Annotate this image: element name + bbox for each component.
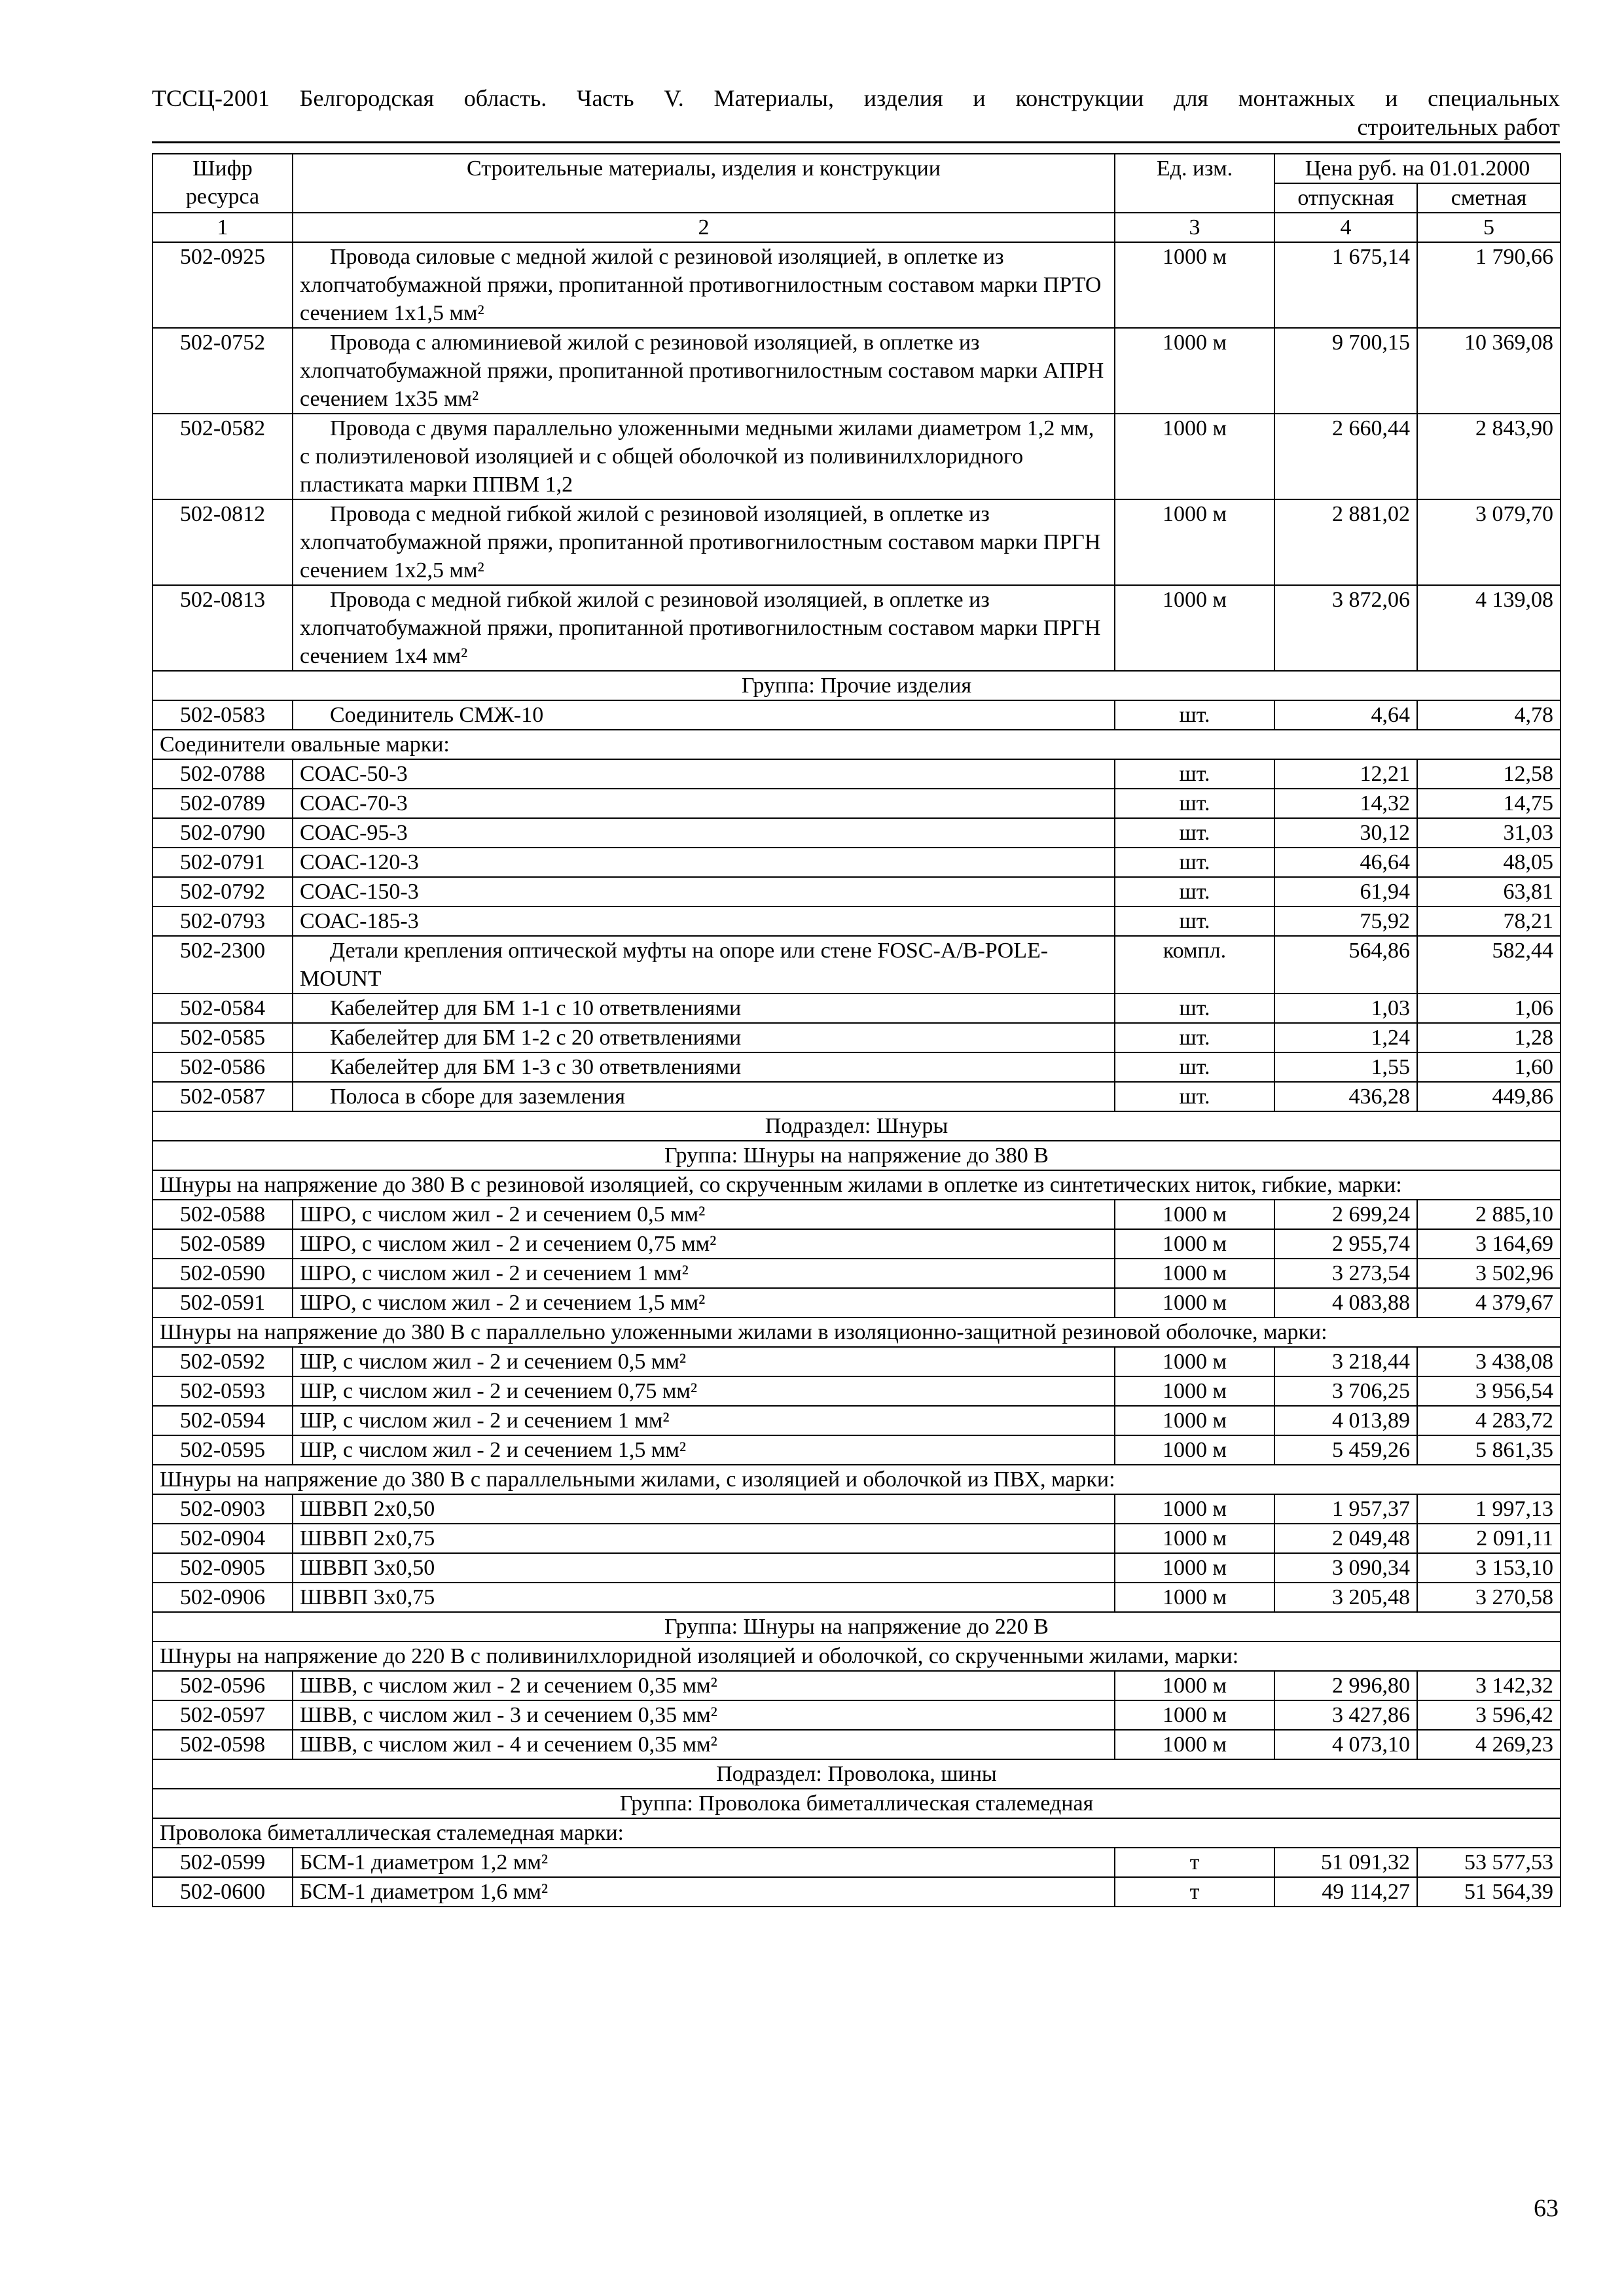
subheading-text: Шнуры на напряжение до 380 В с параллельными жилами, с изоляцией и оболочкой из ПВХ, марки: <box>153 1465 1561 1494</box>
material-description: ШРО, с числом жил - 2 и сечением 0,75 мм² <box>293 1229 1115 1259</box>
resource-code: 502-0595 <box>153 1435 293 1465</box>
release-price: 4 013,89 <box>1274 1406 1417 1435</box>
unit-of-measure: 1000 м <box>1115 585 1274 671</box>
unit-of-measure: 1000 м <box>1115 499 1274 585</box>
release-price: 3 273,54 <box>1274 1259 1417 1288</box>
unit-of-measure: шт. <box>1115 789 1274 818</box>
unit-of-measure: 1000 м <box>1115 328 1274 414</box>
table-row <box>153 906 1561 936</box>
release-price: 2 660,44 <box>1274 414 1417 499</box>
estimate-price: 3 153,10 <box>1417 1553 1561 1583</box>
release-price: 49 114,27 <box>1274 1877 1417 1907</box>
material-description: Провода с медной гибкой жилой с резиновой изоляцией, в оплетке из хлопчатобумажной пряжи, пропитанной противогнилостным составом марки ПРГН сечением 1х4 мм² <box>293 585 1115 671</box>
material-description: ШВВП 2х0,50 <box>293 1494 1115 1524</box>
estimate-price: 3 956,54 <box>1417 1376 1561 1406</box>
unit-of-measure: шт. <box>1115 818 1274 848</box>
release-price: 3 090,34 <box>1274 1553 1417 1583</box>
resource-code: 502-0788 <box>153 759 293 789</box>
estimate-price: 5 861,35 <box>1417 1435 1561 1465</box>
table-row <box>153 1082 1561 1111</box>
unit-of-measure: 1000 м <box>1115 242 1274 328</box>
estimate-price: 4 269,23 <box>1417 1730 1561 1759</box>
release-price: 4 073,10 <box>1274 1730 1417 1759</box>
material-description: Кабелейтер для БМ 1-3 с 30 ответвлениями <box>293 1052 1115 1082</box>
release-price: 1,03 <box>1274 994 1417 1023</box>
table-row <box>153 499 1561 585</box>
unit-of-measure: 1000 м <box>1115 1671 1274 1700</box>
table-row <box>153 1553 1561 1583</box>
table-row <box>153 1229 1561 1259</box>
table-row <box>153 1406 1561 1435</box>
estimate-price: 14,75 <box>1417 789 1561 818</box>
resource-code: 502-0586 <box>153 1052 293 1082</box>
subheading-text: Шнуры на напряжение до 380 В с параллельно уложенными жилами в изоляционно-защитной резиновой оболочке, марки: <box>153 1318 1561 1347</box>
table-row <box>153 818 1561 848</box>
estimate-price: 31,03 <box>1417 818 1561 848</box>
subheading-text: Соединители овальные марки: <box>153 730 1561 759</box>
unit-of-measure: 1000 м <box>1115 1553 1274 1583</box>
unit-of-measure: 1000 м <box>1115 1494 1274 1524</box>
table-row <box>153 1494 1561 1524</box>
estimate-price: 3 270,58 <box>1417 1583 1561 1612</box>
header-price: Цена руб. на 01.01.2000 <box>1274 154 1561 183</box>
page-number: 63 <box>1534 2195 1559 2222</box>
header-unit: Ед. изм. <box>1115 154 1274 213</box>
table-row <box>153 242 1561 328</box>
group-heading: Группа: Прочие изделия <box>153 671 1561 700</box>
resource-code: 502-0791 <box>153 848 293 877</box>
group-heading-row <box>153 671 1561 700</box>
resource-code: 502-0587 <box>153 1082 293 1111</box>
resource-code: 502-0583 <box>153 700 293 730</box>
estimate-price: 10 369,08 <box>1417 328 1561 414</box>
release-price: 9 700,15 <box>1274 328 1417 414</box>
group-heading-row <box>153 1141 1561 1170</box>
unit-of-measure: 1000 м <box>1115 1730 1274 1759</box>
release-price: 1,55 <box>1274 1052 1417 1082</box>
material-description: СОАС-150-3 <box>293 877 1115 906</box>
unit-of-measure: 1000 м <box>1115 414 1274 499</box>
estimate-price: 4 139,08 <box>1417 585 1561 671</box>
table-head <box>153 154 1561 242</box>
material-description: ШРО, с числом жил - 2 и сечением 0,5 мм² <box>293 1200 1115 1229</box>
table-row <box>153 1877 1561 1907</box>
unit-of-measure: шт. <box>1115 877 1274 906</box>
material-description: ШР, с числом жил - 2 и сечением 0,75 мм² <box>293 1376 1115 1406</box>
subheading-text: Проволока биметаллическая сталемедная марки: <box>153 1818 1561 1848</box>
resource-code: 502-0793 <box>153 906 293 936</box>
resource-code: 502-0596 <box>153 1671 293 1700</box>
estimate-price: 2 885,10 <box>1417 1200 1561 1229</box>
group-heading: Группа: Проволока биметаллическая сталемедная <box>153 1789 1561 1818</box>
material-description: СОАС-95-3 <box>293 818 1115 848</box>
estimate-price: 3 142,32 <box>1417 1671 1561 1700</box>
column-number: 3 <box>1115 213 1274 242</box>
subheading-row <box>153 1641 1561 1671</box>
subheading-row <box>153 1170 1561 1200</box>
material-description: ШВВП 2х0,75 <box>293 1524 1115 1553</box>
unit-of-measure: компл. <box>1115 936 1274 994</box>
release-price: 2 699,24 <box>1274 1200 1417 1229</box>
release-price: 1 957,37 <box>1274 1494 1417 1524</box>
material-description: ШВВП 3х0,75 <box>293 1583 1115 1612</box>
material-description: ШВВ, с числом жил - 4 и сечением 0,35 мм² <box>293 1730 1115 1759</box>
unit-of-measure: шт. <box>1115 1082 1274 1111</box>
release-price: 30,12 <box>1274 818 1417 848</box>
subheading-row <box>153 1318 1561 1347</box>
unit-of-measure: 1000 м <box>1115 1200 1274 1229</box>
resource-code: 502-0584 <box>153 994 293 1023</box>
estimate-price: 2 091,11 <box>1417 1524 1561 1553</box>
release-price: 12,21 <box>1274 759 1417 789</box>
group-heading-row <box>153 1789 1561 1818</box>
estimate-price: 582,44 <box>1417 936 1561 994</box>
estimate-price: 63,81 <box>1417 877 1561 906</box>
table-row <box>153 848 1561 877</box>
unit-of-measure: т <box>1115 1877 1274 1907</box>
resource-code: 502-0906 <box>153 1583 293 1612</box>
release-price: 3 218,44 <box>1274 1347 1417 1376</box>
release-price: 51 091,32 <box>1274 1848 1417 1877</box>
unit-of-measure: шт. <box>1115 759 1274 789</box>
release-price: 1 675,14 <box>1274 242 1417 328</box>
release-price: 14,32 <box>1274 789 1417 818</box>
resource-code: 502-0593 <box>153 1376 293 1406</box>
group-heading: Группа: Шнуры на напряжение до 220 В <box>153 1612 1561 1641</box>
estimate-price: 53 577,53 <box>1417 1848 1561 1877</box>
resource-code: 502-0599 <box>153 1848 293 1877</box>
material-description: Провода с двумя параллельно уложенными медными жилами диаметром 1,2 мм, с полиэтиленовой изоляцией и с общей оболочкой из поливинилхлоридного пластиката марки ППВМ 1,2 <box>293 414 1115 499</box>
release-price: 2 049,48 <box>1274 1524 1417 1553</box>
release-price: 2 955,74 <box>1274 1229 1417 1259</box>
estimate-price: 3 164,69 <box>1417 1229 1561 1259</box>
table-row <box>153 936 1561 994</box>
estimate-price: 1,06 <box>1417 994 1561 1023</box>
column-number: 5 <box>1417 213 1561 242</box>
release-price: 564,86 <box>1274 936 1417 994</box>
header-release-price: отпускная <box>1274 183 1417 213</box>
table-row <box>153 1524 1561 1553</box>
unit-of-measure: 1000 м <box>1115 1376 1274 1406</box>
unit-of-measure: 1000 м <box>1115 1406 1274 1435</box>
table-row <box>153 1435 1561 1465</box>
estimate-price: 3 502,96 <box>1417 1259 1561 1288</box>
running-header <box>152 84 1560 143</box>
material-description: Провода силовые с медной жилой с резиновой изоляцией, в оплетке из хлопчатобумажной пряжи, пропитанной противогнилостным составом марки ПРТО сечением 1х1,5 мм² <box>293 242 1115 328</box>
resource-code: 502-0904 <box>153 1524 293 1553</box>
unit-of-measure: 1000 м <box>1115 1288 1274 1318</box>
unit-of-measure: т <box>1115 1848 1274 1877</box>
material-description: Провода с медной гибкой жилой с резиновой изоляцией, в оплетке из хлопчатобумажной пряжи, пропитанной противогнилостным составом марки ПРГН сечением 1х2,5 мм² <box>293 499 1115 585</box>
resource-code: 502-0792 <box>153 877 293 906</box>
header-materials: Строительные материалы, изделия и конструкции <box>293 154 1115 213</box>
resource-code: 502-0582 <box>153 414 293 499</box>
unit-of-measure: 1000 м <box>1115 1347 1274 1376</box>
resource-code: 502-0598 <box>153 1730 293 1759</box>
unit-of-measure: 1000 м <box>1115 1583 1274 1612</box>
resource-code: 502-2300 <box>153 936 293 994</box>
estimate-price: 1,60 <box>1417 1052 1561 1082</box>
table-row <box>153 585 1561 671</box>
price-table <box>152 153 1561 1907</box>
material-description: Соединитель СМЖ-10 <box>293 700 1115 730</box>
resource-code: 502-0790 <box>153 818 293 848</box>
release-price: 5 459,26 <box>1274 1435 1417 1465</box>
table-row <box>153 1376 1561 1406</box>
unit-of-measure: 1000 м <box>1115 1700 1274 1730</box>
resource-code: 502-0789 <box>153 789 293 818</box>
material-description: ШВВ, с числом жил - 2 и сечением 0,35 мм² <box>293 1671 1115 1700</box>
resource-code: 502-0594 <box>153 1406 293 1435</box>
subheading-text: Шнуры на напряжение до 380 В с резиновой изоляцией, со скрученным жилами в оплетке из синтетических ниток, гибкие, марки: <box>153 1170 1561 1200</box>
resource-code: 502-0592 <box>153 1347 293 1376</box>
material-description: Провода с алюминиевой жилой с резиновой изоляцией, в оплетке из хлопчатобумажной пряжи, пропитанной противогнилостным составом марки АПРН сечением 1х35 мм² <box>293 328 1115 414</box>
table-row <box>153 759 1561 789</box>
resource-code: 502-0813 <box>153 585 293 671</box>
column-number: 1 <box>153 213 293 242</box>
resource-code: 502-0905 <box>153 1553 293 1583</box>
unit-of-measure: шт. <box>1115 994 1274 1023</box>
estimate-price: 1,28 <box>1417 1023 1561 1052</box>
resource-code: 502-0585 <box>153 1023 293 1052</box>
estimate-price: 449,86 <box>1417 1082 1561 1111</box>
release-price: 3 706,25 <box>1274 1376 1417 1406</box>
header-estimate-price: сметная <box>1417 183 1561 213</box>
column-number: 4 <box>1274 213 1417 242</box>
material-description: Кабелейтер для БМ 1-1 с 10 ответвлениями <box>293 994 1115 1023</box>
resource-code: 502-0590 <box>153 1259 293 1288</box>
resource-code: 502-0591 <box>153 1288 293 1318</box>
resource-code: 502-0925 <box>153 242 293 328</box>
material-description: ШР, с числом жил - 2 и сечением 1 мм² <box>293 1406 1115 1435</box>
table-row <box>153 1023 1561 1052</box>
unit-of-measure: шт. <box>1115 1023 1274 1052</box>
release-price: 4 083,88 <box>1274 1288 1417 1318</box>
estimate-price: 3 438,08 <box>1417 1347 1561 1376</box>
unit-of-measure: шт. <box>1115 700 1274 730</box>
header-code: Шифр ресурса <box>153 154 293 213</box>
material-description: СОАС-185-3 <box>293 906 1115 936</box>
estimate-price: 1 997,13 <box>1417 1494 1561 1524</box>
table-body <box>153 242 1561 1907</box>
release-price: 1,24 <box>1274 1023 1417 1052</box>
estimate-price: 4 283,72 <box>1417 1406 1561 1435</box>
unit-of-measure: шт. <box>1115 906 1274 936</box>
unit-of-measure: шт. <box>1115 1052 1274 1082</box>
material-description: ШРО, с числом жил - 2 и сечением 1,5 мм² <box>293 1288 1115 1318</box>
release-price: 3 427,86 <box>1274 1700 1417 1730</box>
resource-code: 502-0600 <box>153 1877 293 1907</box>
subheading-text: Шнуры на напряжение до 220 В с поливинилхлоридной изоляцией и оболочкой, со скрученными жилами, марки: <box>153 1641 1561 1671</box>
material-description: Кабелейтер для БМ 1-2 с 20 ответвлениями <box>293 1023 1115 1052</box>
resource-code: 502-0812 <box>153 499 293 585</box>
unit-of-measure: 1000 м <box>1115 1524 1274 1553</box>
subsection-heading: Подраздел: Проволока, шины <box>153 1759 1561 1789</box>
table-row <box>153 789 1561 818</box>
subsection-heading: Подраздел: Шнуры <box>153 1111 1561 1141</box>
column-number: 2 <box>293 213 1115 242</box>
estimate-price: 51 564,39 <box>1417 1877 1561 1907</box>
table-row <box>153 877 1561 906</box>
material-description: ШР, с числом жил - 2 и сечением 1,5 мм² <box>293 1435 1115 1465</box>
table-row <box>153 994 1561 1023</box>
resource-code: 502-0597 <box>153 1700 293 1730</box>
unit-of-measure: 1000 м <box>1115 1229 1274 1259</box>
estimate-price: 3 079,70 <box>1417 499 1561 585</box>
material-description: БСМ-1 диаметром 1,6 мм² <box>293 1877 1115 1907</box>
release-price: 46,64 <box>1274 848 1417 877</box>
material-description: СОАС-50-3 <box>293 759 1115 789</box>
release-price: 436,28 <box>1274 1082 1417 1111</box>
table-row <box>153 1288 1561 1318</box>
subsection-heading-row <box>153 1759 1561 1789</box>
resource-code: 502-0589 <box>153 1229 293 1259</box>
release-price: 75,92 <box>1274 906 1417 936</box>
release-price: 3 872,06 <box>1274 585 1417 671</box>
resource-code: 502-0903 <box>153 1494 293 1524</box>
material-description: ШР, с числом жил - 2 и сечением 0,5 мм² <box>293 1347 1115 1376</box>
estimate-price: 78,21 <box>1417 906 1561 936</box>
subheading-row <box>153 1818 1561 1848</box>
running-header-line2: строительных работ <box>1357 114 1560 140</box>
table-row <box>153 700 1561 730</box>
material-description: БСМ-1 диаметром 1,2 мм² <box>293 1848 1115 1877</box>
material-description: ШВВП 3х0,50 <box>293 1553 1115 1583</box>
estimate-price: 1 790,66 <box>1417 242 1561 328</box>
material-description: Полоса в сборе для заземления <box>293 1082 1115 1111</box>
table-row <box>153 1700 1561 1730</box>
estimate-price: 48,05 <box>1417 848 1561 877</box>
material-description: ШВВ, с числом жил - 3 и сечением 0,35 мм² <box>293 1700 1115 1730</box>
table-row <box>153 1730 1561 1759</box>
table-row <box>153 1052 1561 1082</box>
material-description: ШРО, с числом жил - 2 и сечением 1 мм² <box>293 1259 1115 1288</box>
column-numbers-row <box>153 213 1561 242</box>
release-price: 61,94 <box>1274 877 1417 906</box>
group-heading: Группа: Шнуры на напряжение до 380 В <box>153 1141 1561 1170</box>
release-price: 2 996,80 <box>1274 1671 1417 1700</box>
table-row <box>153 328 1561 414</box>
table-row <box>153 1671 1561 1700</box>
unit-of-measure: шт. <box>1115 848 1274 877</box>
resource-code: 502-0588 <box>153 1200 293 1229</box>
unit-of-measure: 1000 м <box>1115 1435 1274 1465</box>
release-price: 2 881,02 <box>1274 499 1417 585</box>
estimate-price: 12,58 <box>1417 759 1561 789</box>
estimate-price: 2 843,90 <box>1417 414 1561 499</box>
resource-code: 502-0752 <box>153 328 293 414</box>
estimate-price: 4 379,67 <box>1417 1288 1561 1318</box>
table-row <box>153 1259 1561 1288</box>
table-row <box>153 1200 1561 1229</box>
subsection-heading-row <box>153 1111 1561 1141</box>
table-row <box>153 1583 1561 1612</box>
release-price: 4,64 <box>1274 700 1417 730</box>
unit-of-measure: 1000 м <box>1115 1259 1274 1288</box>
running-header-line1: ТССЦ-2001 Белгородская область. Часть V. Материалы, изделия и конструкции для монтажных и специальных <box>152 85 1560 111</box>
material-description: Детали крепления оптической муфты на опоре или стене FOSC-A/B-POLE-MOUNT <box>293 936 1115 994</box>
release-price: 3 205,48 <box>1274 1583 1417 1612</box>
subheading-row <box>153 730 1561 759</box>
material-description: СОАС-70-3 <box>293 789 1115 818</box>
table-row <box>153 414 1561 499</box>
table-row <box>153 1848 1561 1877</box>
estimate-price: 4,78 <box>1417 700 1561 730</box>
table-row <box>153 1347 1561 1376</box>
group-heading-row <box>153 1612 1561 1641</box>
material-description: СОАС-120-3 <box>293 848 1115 877</box>
estimate-price: 3 596,42 <box>1417 1700 1561 1730</box>
subheading-row <box>153 1465 1561 1494</box>
